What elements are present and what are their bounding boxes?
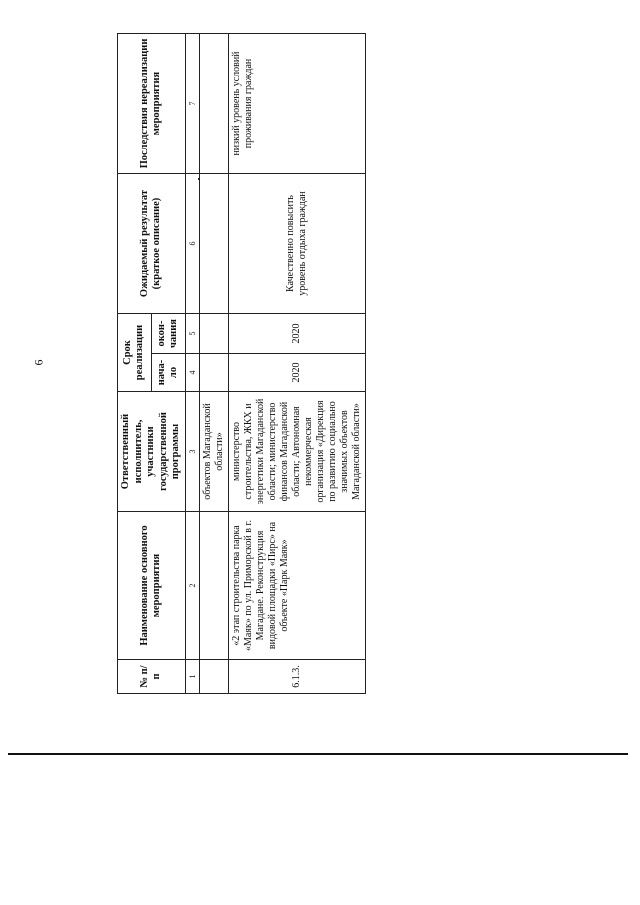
- rotated-table-block: [117, 34, 362, 694]
- col-number: 6: [185, 174, 199, 314]
- column-number-row: [185, 34, 199, 694]
- cell-name: «2 этап строительства парка «Маяк» по ул. Приморской в г. Магадане. Реконструкция видовой площадки «Пирс» на объекте «Парк Маяк»: [228, 512, 365, 660]
- measures-table: [117, 33, 366, 694]
- table-row: [228, 34, 365, 694]
- col-number: 5: [185, 314, 199, 354]
- col-number: 1: [185, 660, 199, 694]
- col-number: 4: [185, 354, 199, 392]
- header-consequence: Последствия нереализации мероприятия: [118, 34, 186, 174]
- page-number: 6: [31, 359, 46, 366]
- header-row: [118, 34, 152, 694]
- header-executor: Ответственный исполнитель, участники государственной программы: [118, 392, 186, 512]
- cell-executor: объектов Магаданской области»: [199, 392, 228, 512]
- cell-consequence: низкий уровень условий проживания граждан: [228, 34, 365, 174]
- cell-end: [199, 314, 228, 354]
- cell-result: Качественно повысить уровень отдыха граждан: [228, 174, 365, 314]
- cell-name: [199, 512, 228, 660]
- header-num: № п/п: [118, 660, 186, 694]
- cell-start: [199, 354, 228, 392]
- table-row: [199, 34, 228, 694]
- col-number: 3: [185, 392, 199, 512]
- cell-consequence: [199, 34, 228, 174]
- cell-executor: министерство строительства, ЖКХ и энергетики Магаданской области; министерство финансов Магаданской области; Автономная некоммерческая организация «Дирекция по развитию социально значимых объектов Магаданской области»: [228, 392, 365, 512]
- col-number: 2: [185, 512, 199, 660]
- header-result: Ожидаемый результат (краткое описание): [118, 174, 186, 314]
- cell-num: [199, 660, 228, 694]
- header-term: Срок реализации: [118, 314, 152, 392]
- col-number: 7: [185, 34, 199, 174]
- header-term-end: окон-чания: [151, 314, 185, 354]
- cell-end: 2020: [228, 314, 365, 354]
- header-name: Наименование основного мероприятия: [118, 512, 186, 660]
- cell-num: 6.1.3.: [228, 660, 365, 694]
- header-term-start: нача-ло: [151, 354, 185, 392]
- horizontal-divider: [8, 753, 628, 755]
- cell-start: 2020: [228, 354, 365, 392]
- cell-result: [199, 174, 228, 314]
